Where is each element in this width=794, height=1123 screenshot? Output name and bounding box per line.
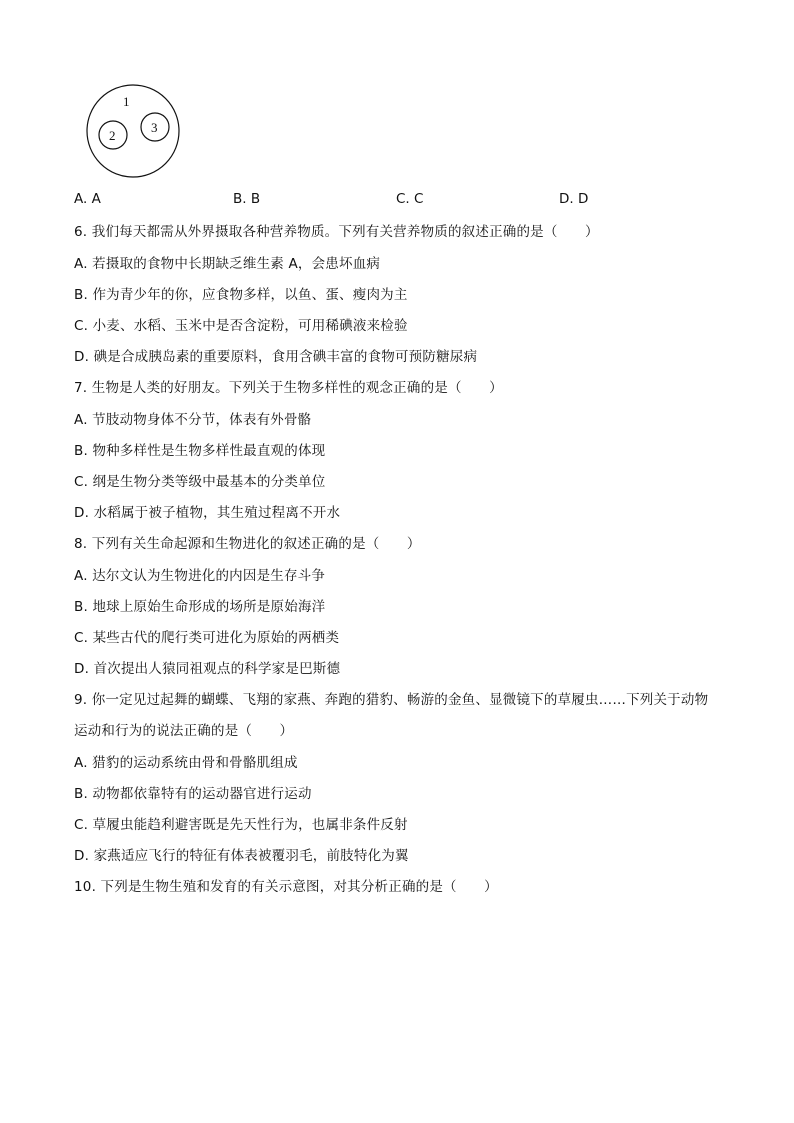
question-5-options (74, 191, 714, 211)
q9-option-d: D. 家燕适应飞行的特征有体表被覆羽毛，前肢特化为翼 (74, 848, 409, 864)
q6-option-a: A. 若摄取的食物中长期缺乏维生素 A，会患坏血病 (74, 256, 381, 272)
q8-option-a: A. 达尔文认为生物进化的内因是生存斗争 (74, 568, 326, 584)
q8-option-d: D. 首次提出人猿同祖观点的科学家是巴斯德 (74, 661, 341, 677)
q7-option-a: A. 节肢动物身体不分节，体表有外骨骼 (74, 412, 312, 428)
q9-option-a: A. 猎豹的运动系统由骨和骨骼肌组成 (74, 755, 298, 771)
q6-option-c: C. 小麦、水稻、玉米中是否含淀粉，可用稀碘液来检验 (74, 318, 408, 334)
nested-circles-diagram (84, 82, 182, 180)
option-d: D. D (559, 191, 589, 207)
question-6-stem: 6. 我们每天都需从外界摄取各种营养物质。下列有关营养物质的叙述正确的是（ ） (74, 224, 599, 240)
question-9-stem-line-1: 9. 你一定见过起舞的蝴蝶、飞翔的家燕、奔跑的猎豹、畅游的金鱼、显微镜下的草履虫……下列关于动物 (74, 692, 709, 708)
q9-option-c: C. 草履虫能趋利避害既是先天性行为，也属非条件反射 (74, 817, 408, 833)
label-3: 3 (151, 120, 158, 135)
q6-option-b: B. 作为青少年的你，应食物多样，以鱼、蛋、瘦肉为主 (74, 287, 408, 303)
option-b: B. B (233, 191, 261, 207)
option-c: C. C (396, 191, 424, 207)
q7-option-b: B. 物种多样性是生物多样性最直观的体现 (74, 443, 326, 459)
question-7-stem: 7. 生物是人类的好朋友。下列关于生物多样性的观念正确的是（ ） (74, 380, 503, 396)
label-1: 1 (123, 94, 130, 109)
question-8-stem: 8. 下列有关生命起源和生物进化的叙述正确的是（ ） (74, 536, 421, 552)
option-a: A. A (74, 191, 101, 207)
q6-option-d: D. 碘是合成胰岛素的重要原料，食用含碘丰富的食物可预防糖尿病 (74, 349, 478, 365)
question-9-stem-line-2: 运动和行为的说法正确的是（ ） (74, 723, 294, 739)
outer-circle (87, 85, 179, 177)
q7-option-d: D. 水稻属于被子植物，其生殖过程离不开水 (74, 505, 341, 521)
q8-option-c: C. 某些古代的爬行类可进化为原始的两栖类 (74, 630, 340, 646)
q8-option-b: B. 地球上原始生命形成的场所是原始海洋 (74, 599, 326, 615)
question-10-stem: 10. 下列是生物生殖和发育的有关示意图，对其分析正确的是（ ） (74, 879, 498, 895)
label-2: 2 (109, 128, 116, 143)
q7-option-c: C. 纲是生物分类等级中最基本的分类单位 (74, 474, 326, 490)
q9-option-b: B. 动物都依靠特有的运动器官进行运动 (74, 786, 312, 802)
